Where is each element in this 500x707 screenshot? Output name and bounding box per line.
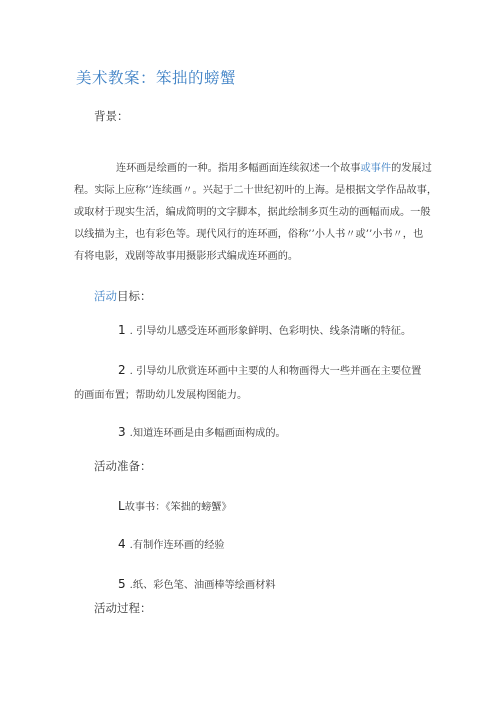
paragraph-line-3: 或取材于现实生活，编成简明的文字脚本，据此绘制多页生动的画幅而成。一般 <box>74 207 431 218</box>
goal-item-3: 3 .知道连环画是由多幅画面构成的。 <box>118 425 286 439</box>
item-number: 1 <box>118 323 126 337</box>
item-number: 4 <box>118 537 126 551</box>
prep-item-2: 4 .有制作连环画的经验 <box>118 537 225 551</box>
paragraph-line-5: 有将电影，戏剧等故事用摄影形式编成连环画的。 <box>74 251 299 262</box>
background-heading: 背景： <box>94 109 129 123</box>
preparation-heading: 活动准备： <box>94 459 152 473</box>
goal-item-1: 1 . 引导幼儿感受连环画形象鲜明、色彩明快、线条清晰的特征。 <box>118 323 412 337</box>
prep-item-1: L故事书：《笨拙的螃蟹》 <box>118 499 232 513</box>
goal-item-2: 2 . 引导幼儿欣赏连环画中主要的人和物画得大一些并画在主要位置 <box>118 363 422 377</box>
background-paragraph <box>74 158 438 268</box>
item-number: 3 <box>118 425 126 439</box>
goals-heading: 活动目标： <box>94 289 152 303</box>
goal-item-2-continuation: 的画面布置；帮助幼儿发展构图能力。 <box>74 390 248 401</box>
prep-item-3: 5 .纸、彩色笔、油画棒等绘画材料 <box>118 577 276 591</box>
process-heading: 活动过程： <box>94 601 152 615</box>
item-number: 2 <box>118 363 126 377</box>
page-title: 美术教案：笨拙的螃蟹 <box>76 69 237 87</box>
paragraph-line-1: 连环画是绘画的一种。指用多幅画面连续叙述一个故事或事件的发展过 <box>116 163 432 174</box>
highlighted-text: 或事件 <box>360 163 392 174</box>
item-number: L <box>118 499 125 513</box>
item-number: 5 <box>118 577 126 591</box>
paragraph-line-2: 程。实际上应称’’连续画〃。兴起于二十世纪初叶的上海。是根据文学作品故事， <box>74 185 438 196</box>
paragraph-line-4: 以线描为主，也有彩色等。现代风行的连环画，俗称’’小人书〃或’’小书〃，也 <box>74 229 424 240</box>
